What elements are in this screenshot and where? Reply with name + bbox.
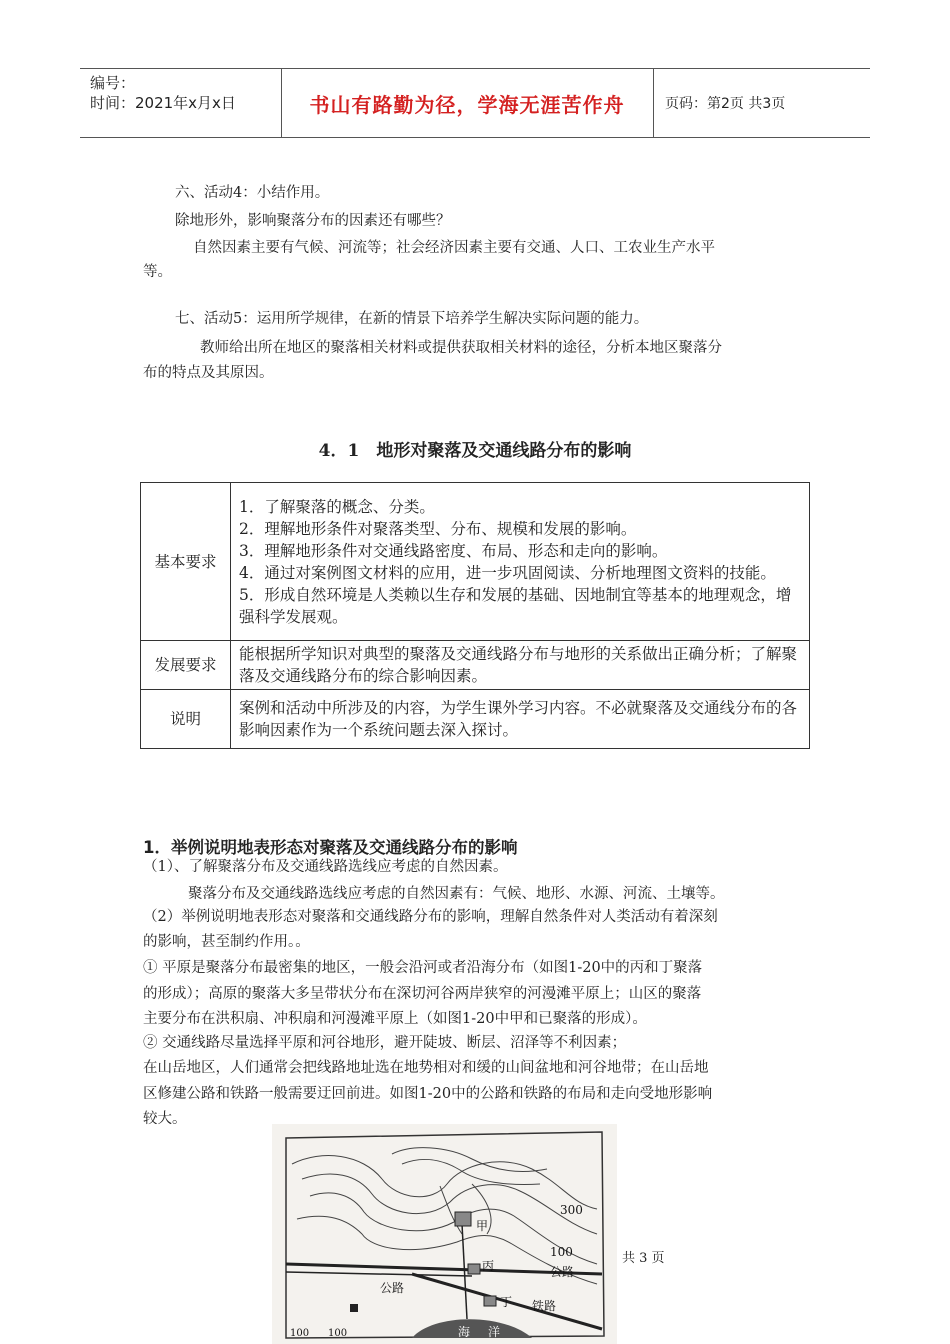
part1-sub1: （1）、了解聚落分布及交通线路选线应考虑的自然因素。	[143, 859, 508, 875]
activity4-title: 六、活动4：小结作用。	[175, 185, 330, 201]
develop-label: 发展要求	[141, 641, 231, 690]
page-info: 页码：第2页 共3页	[665, 96, 786, 112]
part1-p3-line3: 较大。	[143, 1111, 187, 1127]
map-background	[272, 1124, 617, 1344]
activity4-answer-line2: 等。	[143, 264, 172, 280]
contour-label-100b: 100	[290, 1328, 310, 1339]
note-text: 案例和活动中所涉及的内容，为学生课外学习内容。不必就聚落及交通线分布的各影响因素作为一个系统问题去深入探讨。	[231, 690, 810, 749]
contour-label-300: 300	[560, 1203, 583, 1217]
header-motto-cell	[281, 69, 654, 137]
part1-p1-line2: 的形成）；高原的聚落大多呈带状分布在深切河谷两岸狭窄的河漫滩平原上；山区的聚落	[143, 986, 702, 1002]
label-railway: 铁路	[532, 1299, 557, 1313]
label-jia: 甲	[476, 1219, 489, 1233]
list-item: 5．形成自然环境是人类赖以生存和发展的基础、因地制宜等基本的地理观念，增强科学发展观。	[239, 585, 792, 626]
settlement-jia	[455, 1212, 471, 1226]
develop-text: 能根据所学知识对典型的聚落及交通线路分布与地形的关系做出正确分析；了解聚落及交通线路分布的综合影响因素。	[231, 641, 810, 690]
table-row	[141, 690, 810, 749]
part1-p1-line1: ① 平原是聚落分布最密集的地区，一般会沿河或者沿海分布（如图1-20中的丙和丁聚落	[143, 960, 703, 976]
table-row	[141, 483, 810, 641]
activity4-question: 除地形外，影响聚落分布的因素还有哪些？	[175, 213, 451, 229]
part1-sub2-line2: 的影响，甚至制约作用。。	[143, 934, 310, 950]
table-row	[141, 641, 810, 690]
part1-heading: 1．举例说明地表形态对聚落及交通线路分布的影响	[143, 838, 518, 857]
activity5-line1: 教师给出所在地区的聚落相关材料或提供获取相关材料的途径，分析本地区聚落分	[200, 340, 722, 356]
activity4-answer-line1: 自然因素主要有气候、河流等；社会经济因素主要有交通、人口、工农业生产水平	[193, 240, 715, 256]
header-meta	[80, 69, 282, 137]
basic-label: 基本要求	[141, 483, 231, 641]
label-bing: 丙	[482, 1259, 495, 1273]
settlement-ding	[484, 1296, 496, 1306]
page-total: 共 3 页	[622, 1251, 665, 1266]
basic-items	[231, 483, 810, 641]
section-title: 4．1 地形对聚落及交通线路分布的影响	[318, 441, 632, 461]
list-item: 3．理解地形条件对交通线路密度、布局、形态和走向的影响。	[239, 541, 668, 560]
label-ding: 丁	[500, 1295, 513, 1309]
label-road-right: 公路	[550, 1265, 575, 1279]
number-label: 编号：	[90, 74, 136, 92]
settlement-marker	[350, 1304, 358, 1312]
settlement-bing	[468, 1264, 480, 1274]
contour-label-100: 100	[550, 1245, 573, 1259]
label-sea-2: 洋	[488, 1325, 501, 1339]
date-label: 时间：2021年x月x日	[90, 94, 236, 112]
part1-p3-line2: 区修建公路和铁路一般需要迂回前进。如图1-20中的公路和铁路的布局和走向受地形影响	[143, 1086, 713, 1102]
part1-p3-line1: 在山岳地区，人们通常会把线路地址选在地势相对和缓的山间盆地和河谷地带；在山岳地	[143, 1060, 709, 1076]
activity5-line2: 布的特点及其原因。	[143, 365, 274, 381]
list-item: 2．理解地形条件对聚落类型、分布、规模和发展的影响。	[239, 519, 637, 538]
part1-p1-line3: 主要分布在洪积扇、冲积扇和河漫滩平原上（如图1-20中甲和已聚落的形成）。	[143, 1011, 647, 1027]
part1-sub1-answer: 聚落分布及交通线路选线应考虑的自然因素有：气候、地形、水源、河流、土壤等。	[188, 886, 725, 902]
terrain-map	[272, 1124, 617, 1344]
label-sea-1: 海	[458, 1325, 471, 1339]
header-motto: 书山有路勤为径，学海无涯苦作舟	[309, 92, 625, 117]
label-road-left: 公路	[380, 1281, 405, 1295]
list-item: 4．通过对案例图文材料的应用，进一步巩固阅读、分析地理图文资料的技能。	[239, 563, 776, 582]
activity5-title: 七、活动5：运用所学规律，在新的情景下培养学生解决实际问题的能力。	[175, 311, 649, 327]
requirements-table	[140, 482, 810, 749]
list-item: 1．了解聚落的概念、分类。	[239, 497, 435, 516]
header-page-cell	[653, 69, 870, 137]
part1-sub2-line1: （2）举例说明地表形态对聚落和交通线路分布的影响，理解自然条件对人类活动有着深刻	[143, 909, 718, 925]
note-label: 说明	[141, 690, 231, 749]
contour-label-100c: 100	[328, 1328, 348, 1339]
page-header	[80, 68, 870, 138]
part1-p2: ② 交通线路尽量选择平原和河谷地形，避开陡坡、断层、沼泽等不利因素；	[143, 1035, 627, 1051]
